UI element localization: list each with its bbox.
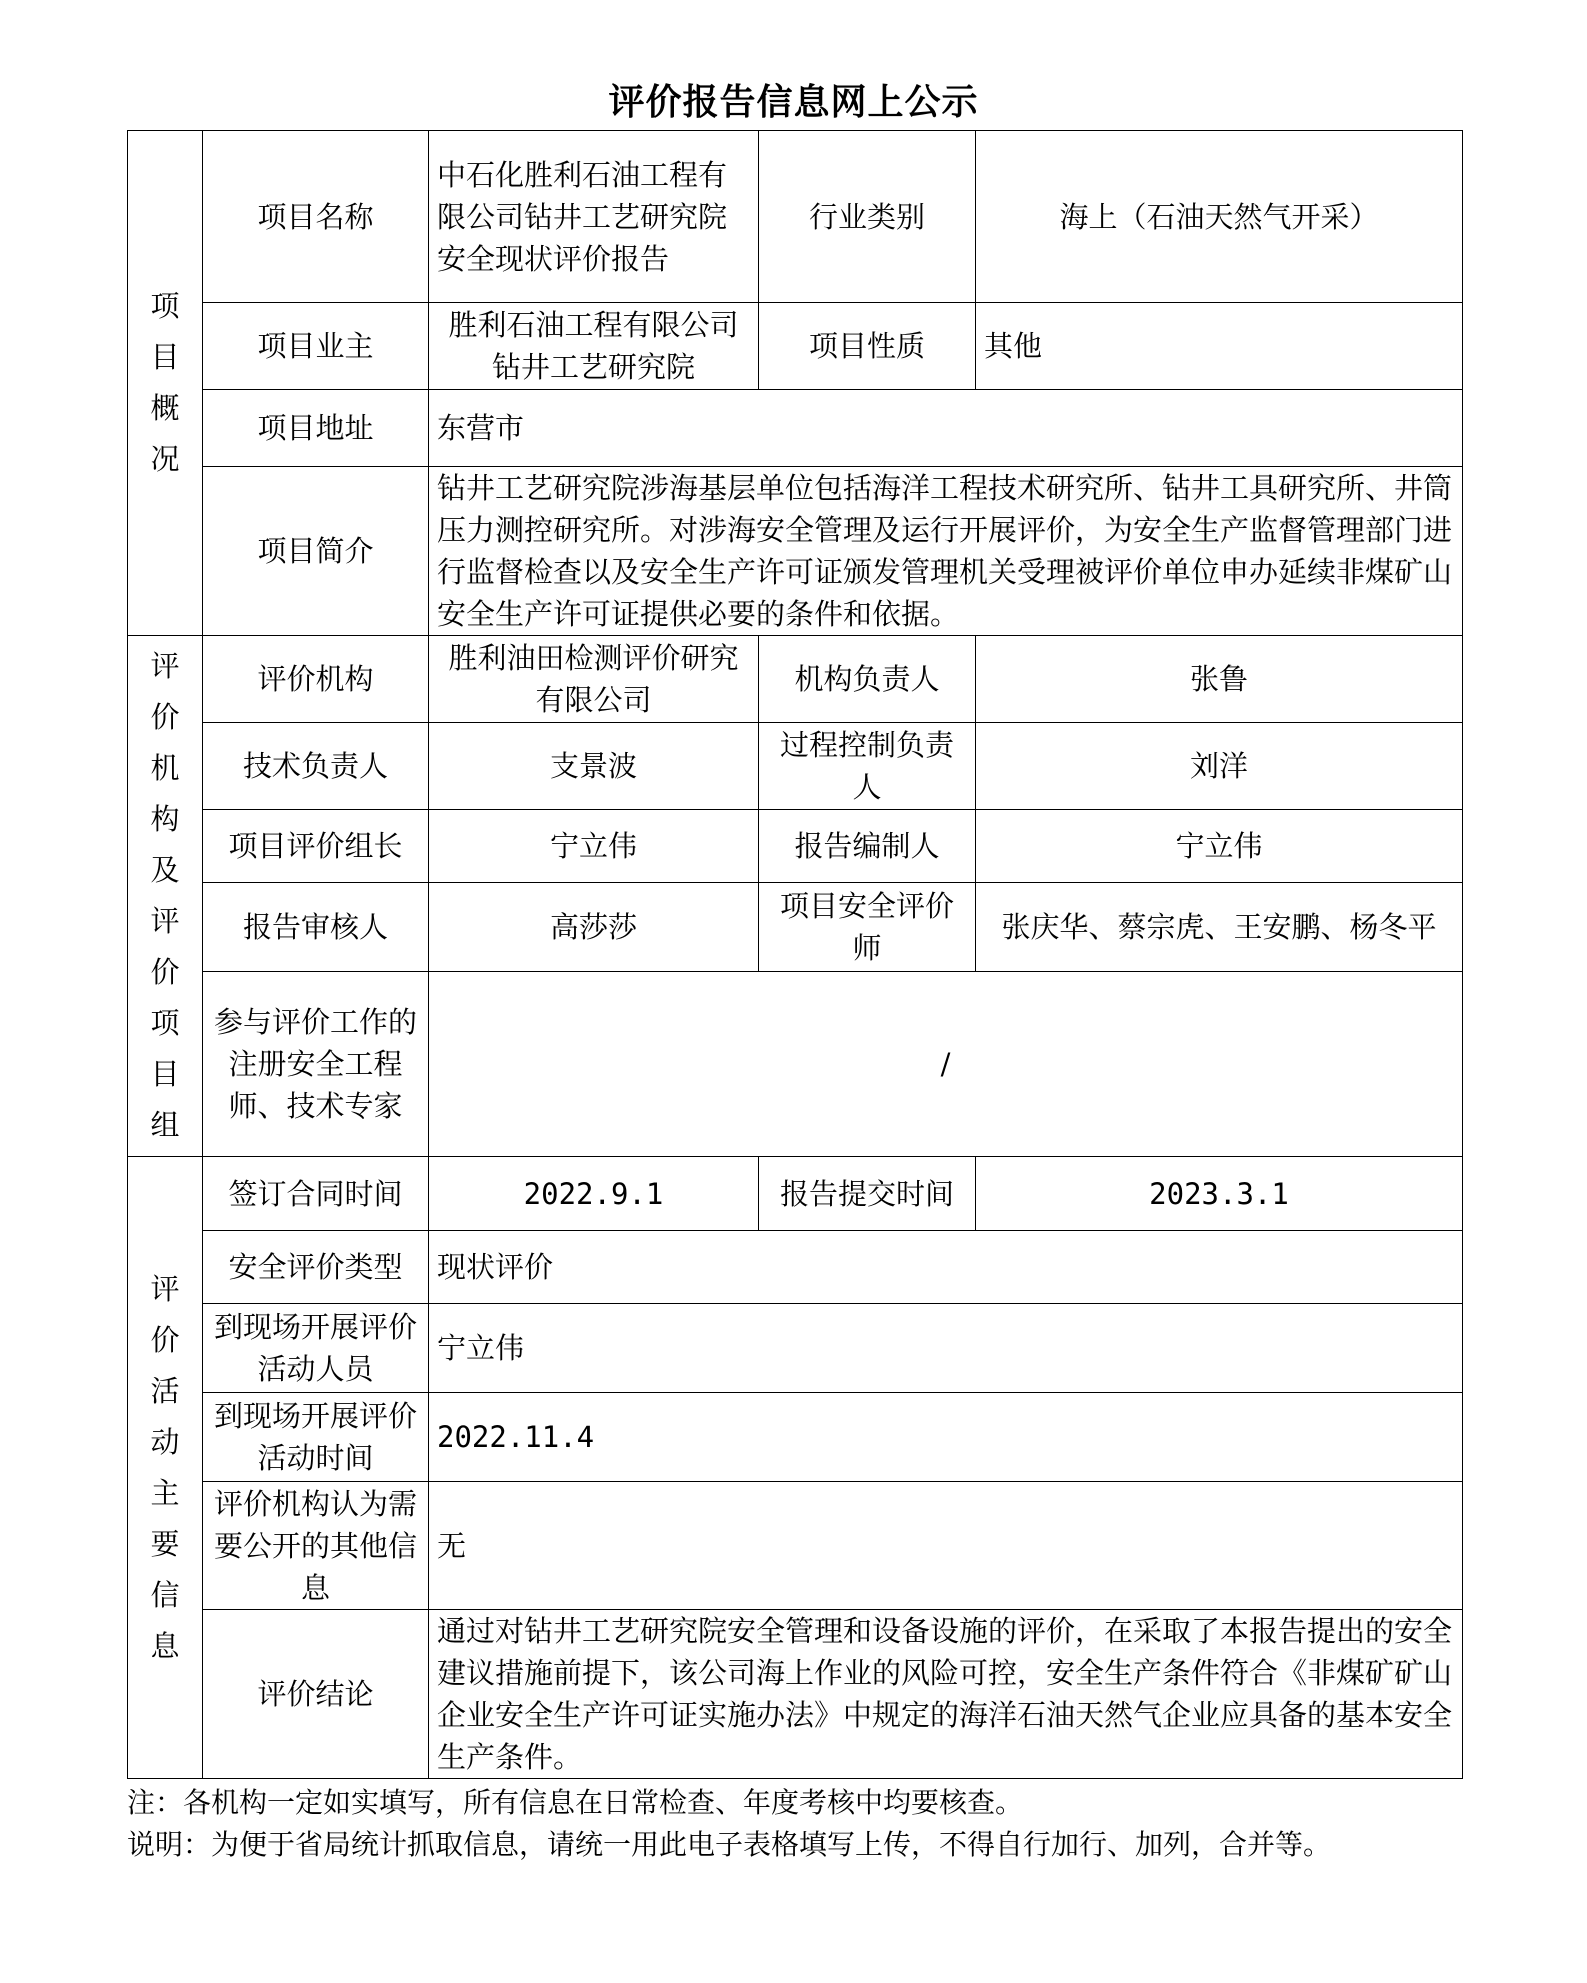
project-name-label: 项目名称 (203, 131, 429, 303)
industry-label: 行业类别 (759, 131, 976, 303)
contract-date-label: 签订合同时间 (203, 1157, 429, 1231)
agency-value: 胜利油田检测评价研究有限公司 (429, 636, 759, 723)
project-owner-value: 胜利石油工程有限公司钻井工艺研究院 (429, 303, 759, 390)
onsite-time-value: 2022.11.4 (429, 1393, 1463, 1482)
other-info-value: 无 (429, 1482, 1463, 1610)
report-author-label: 报告编制人 (759, 810, 976, 883)
submit-date-value: 2023.3.1 (976, 1157, 1463, 1231)
footnote-note: 注：各机构一定如实填写，所有信息在日常检查、年度考核中均要核查。 (127, 1786, 1024, 1819)
onsite-people-value: 宁立伟 (429, 1304, 1463, 1393)
disclosure-table (127, 130, 1463, 1779)
project-nature-label: 项目性质 (759, 303, 976, 390)
industry-value: 海上（石油天然气开采） (976, 131, 1463, 303)
evaluation-type-value: 现状评价 (429, 1231, 1463, 1304)
footnotes (127, 1782, 1472, 1866)
agency-label: 评价机构 (203, 636, 429, 723)
project-address-value: 东营市 (429, 390, 1463, 467)
project-nature-value: 其他 (976, 303, 1463, 390)
footnote-instruction: 说明：为便于省局统计抓取信息，请统一用此电子表格填写上传，不得自行加行、加列，合并等。 (127, 1828, 1332, 1861)
project-intro-label: 项目简介 (203, 467, 429, 636)
process-control-value: 刘洋 (976, 723, 1463, 810)
submit-date-label: 报告提交时间 (759, 1157, 976, 1231)
project-address-label: 项目地址 (203, 390, 429, 467)
safety-assessor-value: 张庆华、蔡宗虎、王安鹏、杨冬平 (976, 883, 1463, 972)
project-name-value: 中石化胜利石油工程有限公司钻井工艺研究院安全现状评价报告 (429, 131, 759, 303)
report-reviewer-label: 报告审核人 (203, 883, 429, 972)
project-owner-label: 项目业主 (203, 303, 429, 390)
team-leader-value: 宁立伟 (429, 810, 759, 883)
report-author-value: 宁立伟 (976, 810, 1463, 883)
process-control-label: 过程控制负责人 (759, 723, 976, 810)
onsite-people-label: 到现场开展评价活动人员 (203, 1304, 429, 1393)
project-intro-value: 钻井工艺研究院涉海基层单位包括海洋工程技术研究所、钻井工具研究所、井筒压力测控研究所。对涉海安全管理及运行开展评价，为安全生产监督管理部门进行监督检查以及安全生产许可证颁发管理机关受理被评价单位申办延续非煤矿山安全生产许可证提供必要的条件和依据。 (429, 467, 1463, 636)
agency-head-label: 机构负责人 (759, 636, 976, 723)
team-leader-label: 项目评价组长 (203, 810, 429, 883)
agency-head-value: 张鲁 (976, 636, 1463, 723)
conclusion-label: 评价结论 (203, 1610, 429, 1779)
section-evaluation-agency: 评价机构及评价项目组 (128, 636, 203, 1157)
experts-label: 参与评价工作的注册安全工程师、技术专家 (203, 972, 429, 1157)
onsite-time-label: 到现场开展评价活动时间 (203, 1393, 429, 1482)
safety-assessor-label: 项目安全评价师 (759, 883, 976, 972)
tech-lead-label: 技术负责人 (203, 723, 429, 810)
experts-value: / (429, 972, 1463, 1157)
tech-lead-value: 支景波 (429, 723, 759, 810)
conclusion-value: 通过对钻井工艺研究院安全管理和设备设施的评价，在采取了本报告提出的安全建议措施前提下，该公司海上作业的风险可控，安全生产条件符合《非煤矿矿山企业安全生产许可证实施办法》中规定的海洋石油天然气企业应具备的基本安全生产条件。 (429, 1610, 1463, 1779)
contract-date-value: 2022.9.1 (429, 1157, 759, 1231)
page-title: 评价报告信息网上公示 (608, 81, 979, 123)
report-reviewer-value: 高莎莎 (429, 883, 759, 972)
section-project-overview: 项目概况 (128, 131, 203, 636)
other-info-label: 评价机构认为需要公开的其他信息 (203, 1482, 429, 1610)
evaluation-type-label: 安全评价类型 (203, 1231, 429, 1304)
section-evaluation-activity: 评价活动主要信息 (128, 1157, 203, 1779)
